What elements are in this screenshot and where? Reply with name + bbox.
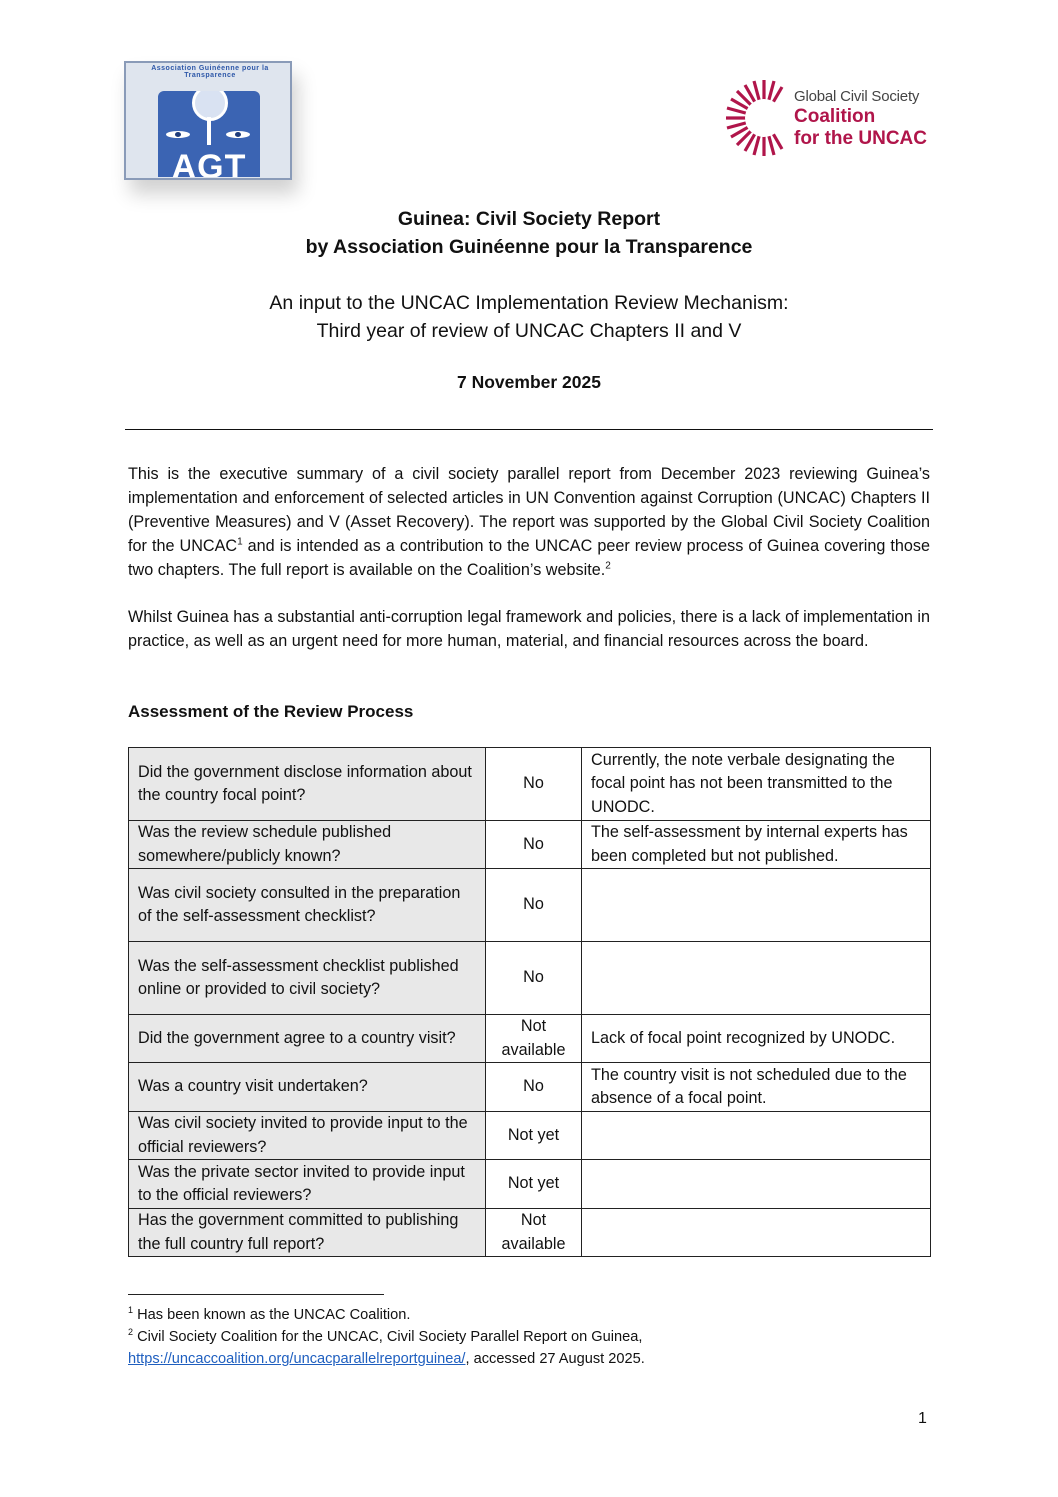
assessment-paragraph: Whilst Guinea has a substantial anti-corruption legal framework and policies, there is a lack of implementation in practice, as well as an urgent need for more human, material, and financial resources across the board. bbox=[128, 608, 930, 650]
question-cell: Has the government committed to publishing the full country full report? bbox=[129, 1209, 486, 1257]
comment-cell bbox=[582, 942, 931, 1015]
comment-cell: The country visit is not scheduled due to the absence of a focal point. bbox=[582, 1063, 931, 1112]
question-cell: Was a country visit undertaken? bbox=[129, 1063, 486, 1112]
question-cell: Was the self-assessment checklist published online or provided to civil society? bbox=[129, 942, 486, 1015]
title-divider bbox=[125, 429, 933, 430]
footnote-divider bbox=[128, 1294, 384, 1295]
review-process-table bbox=[128, 747, 931, 1257]
uncac-coalition-logo bbox=[724, 78, 936, 160]
answer-cell: No bbox=[486, 942, 582, 1015]
comment-cell: Currently, the note verbale designating the focal point has not been transmitted to the UNODC. bbox=[582, 748, 931, 821]
eye-icon bbox=[166, 131, 190, 138]
comment-cell bbox=[582, 1112, 931, 1160]
footnote-1: $^1$ Has been known as the UNCAC Coalition. bbox=[128, 1305, 411, 1323]
comment-cell: The self-assessment by internal experts has been completed but not published. bbox=[582, 821, 931, 869]
table-row bbox=[129, 1063, 931, 1112]
question-cell: Was the private sector invited to provide input to the official reviewers? bbox=[129, 1160, 486, 1209]
comment-cell bbox=[582, 1209, 931, 1257]
footnote-ref-2[interactable]: 2 bbox=[605, 560, 611, 572]
table-row bbox=[129, 942, 931, 1015]
agt-logo-emblem bbox=[158, 91, 260, 177]
footnote-ref-1[interactable]: 1 bbox=[237, 536, 243, 548]
question-cell: Did the government agree to a country visit? bbox=[129, 1015, 486, 1063]
table-row bbox=[129, 748, 931, 821]
eye-icon bbox=[226, 131, 250, 138]
answer-cell: No bbox=[486, 821, 582, 869]
coalition-logo-line2: Coalition for the UNCAC bbox=[794, 106, 927, 149]
table-row bbox=[129, 1209, 931, 1257]
answer-cell: Not available bbox=[486, 1209, 582, 1257]
agt-logo-arc-text: Association Guinéenne pour la Transparence bbox=[151, 65, 269, 79]
table-row bbox=[129, 1112, 931, 1160]
subtitle-line-1: An input to the UNCAC Implementation Review Mechanism: bbox=[269, 292, 789, 314]
subtitle-line-2: Third year of review of UNCAC Chapters II and V bbox=[316, 320, 742, 342]
answer-cell: No bbox=[486, 1063, 582, 1112]
answer-cell: Not yet bbox=[486, 1160, 582, 1209]
section-heading: Assessment of the Review Process bbox=[128, 702, 414, 721]
table-row bbox=[129, 821, 931, 869]
comment-cell bbox=[582, 1160, 931, 1209]
table-row bbox=[129, 1015, 931, 1063]
parallel-report-link[interactable]: https://uncaccoalition.org/uncacparallelreportguinea/ bbox=[128, 1351, 466, 1367]
agt-logo-text: AGT bbox=[171, 148, 247, 177]
footnote-2: $^2$ Civil Society Coalition for the UNCAC, Civil Society Parallel Report on Guinea, https://uncaccoalition.org/uncacparallelreportguinea/, accessed 27 August 2025. bbox=[128, 1327, 645, 1367]
document-subtitle bbox=[0, 289, 1058, 345]
answer-cell: Not yet bbox=[486, 1112, 582, 1160]
title-line-2: by Association Guinéenne pour la Transparence bbox=[305, 236, 753, 258]
agt-logo bbox=[124, 61, 292, 180]
magnifying-glass-handle bbox=[207, 117, 211, 145]
title-line-1: Guinea: Civil Society Report bbox=[397, 208, 661, 230]
coalition-logo-line1: Global Civil Society bbox=[794, 88, 920, 105]
comment-cell: Lack of focal point recognized by UNODC. bbox=[582, 1015, 931, 1063]
answer-cell: No bbox=[486, 748, 582, 821]
question-cell: Was the review schedule published somewhere/publicly known? bbox=[129, 821, 486, 869]
answer-cell: Not available bbox=[486, 1015, 582, 1063]
page-number: 1 bbox=[918, 1410, 927, 1427]
coalition-sunburst-icon bbox=[724, 78, 790, 158]
summary-paragraph: This is the executive summary of a civil society parallel report from December 2023 reviewing Guinea’s implementation and enforcement of selected articles in UN Convention against Corruption (UNCAC) Chapters II (Preventive Measures) and V (Asset Recovery). The report was supported by the Global Civil Society Coalition for the UNCAC$^1$ and is intended as a contribution to the UNCAC peer review process of Guinea covering those two chapters. The full report is available on the Coalition’s website.$^2$ bbox=[128, 465, 930, 579]
answer-cell: No bbox=[486, 869, 582, 942]
question-cell: Did the government disclose information about the country focal point? bbox=[129, 748, 486, 821]
document-date: 7 November 2025 bbox=[457, 372, 601, 392]
question-cell: Was civil society invited to provide input to the official reviewers? bbox=[129, 1112, 486, 1160]
table-row bbox=[129, 869, 931, 942]
table-row bbox=[129, 1160, 931, 1209]
question-cell: Was civil society consulted in the preparation of the self-assessment checklist? bbox=[129, 869, 486, 942]
document-title bbox=[0, 205, 1058, 261]
comment-cell bbox=[582, 869, 931, 942]
